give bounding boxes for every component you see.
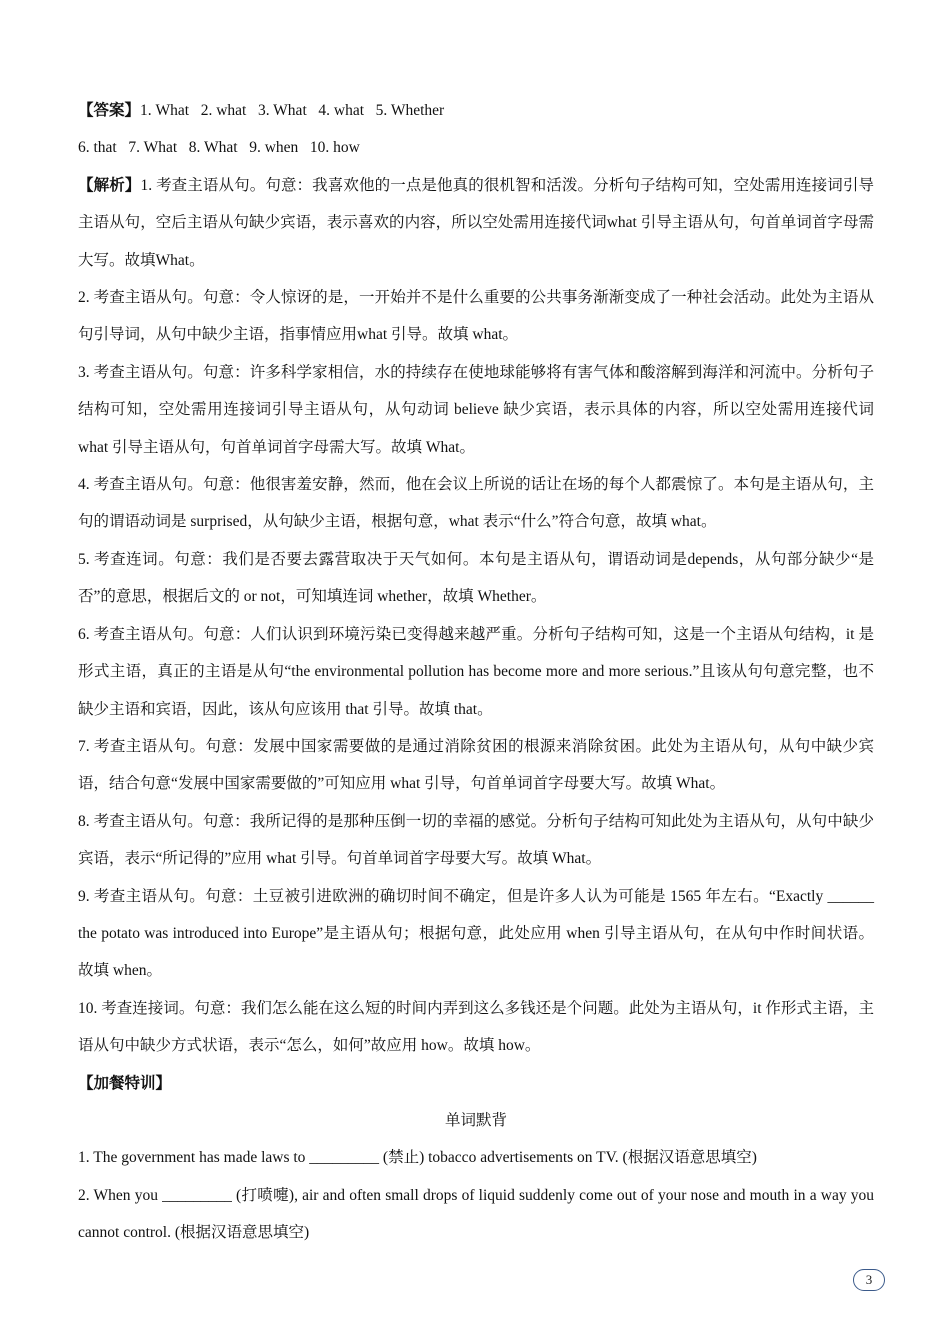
analysis-text-1: 1. 考查主语从句。句意：我喜欢他的一点是他真的很机智和活泼。分析句子结构可知，空处需用连接词引导主语从句，空后主语从句缺少宾语，表示喜欢的内容，所以空处需用连接代词what 引导主语从句，句首单词首字母需大写。故填What。 xyxy=(78,176,874,269)
analysis-item-10: 10. 考查连接词。句意：我们怎么能在这么短的时间内弄到这么多钱还是个问题。此处为主语从句，it 作形式主语，主语从句中缺少方式状语，表示“怎么，如何”故应用 how。故填 how。 xyxy=(78,999,874,1055)
extra-item-1: 1. The government has made laws to _________ (禁止) tobacco advertisements on TV. (根据汉语意思填空) xyxy=(78,1149,757,1167)
analysis-item-9: 9. 考查主语从句。句意：土豆被引进欧洲的确切时间不确定，但是许多人认为可能是 1565 年左右。“Exactly ______ the potato was introduced into Europe”是主语从句；根据句意，此处应用 when 引导主语从句，在从句中作时间状语。故填 when。 xyxy=(78,887,874,980)
analysis-item-7: 7. 考查主语从句。句意：发展中国家需要做的是通过消除贫困的根源来消除贫困。此处为主语从句，从句中缺少宾语，结合句意“发展中国家需要做的”可知应用 what 引导，句首单词首字母要大写。故填 What。 xyxy=(78,737,874,793)
page-number-badge: 3 xyxy=(853,1269,885,1291)
answer-line-1 xyxy=(78,92,874,129)
extra-subtitle: 单词默背 xyxy=(444,1111,507,1129)
extra-section-heading: 【加餐特训】 xyxy=(78,1074,172,1092)
analysis-item-1 xyxy=(78,167,874,279)
document-body xyxy=(78,92,874,1252)
analysis-item-2: 2. 考查主语从句。句意：令人惊讶的是，一开始并不是什么重要的公共事务渐渐变成了一种社会活动。此处为主语从句引导词，从句中缺少主语，指事情应用what 引导。故填 what。 xyxy=(78,289,874,344)
analysis-item-4: 4. 考查主语从句。句意：他很害羞安静，然而，他在会议上所说的话让在场的每个人都震惊了。本句是主语从句，主句的谓语动词是 surprised，从句缺少主语，根据句意，what 表示“什么”符合句意，故填 what。 xyxy=(78,476,874,531)
analysis-item-3: 3. 考查主语从句。句意：许多科学家相信，水的持续存在使地球能够将有害气体和酸溶解到海洋和河流中。分析句子结构可知，空处需用连接词引导主语从句，从句动词 believe 缺少宾语，表示具体的内容，所以空处需用连接代词 what 引导主语从句，句首单词首字母需大写。故填 What。 xyxy=(78,363,874,456)
extra-item-2: 2. When you _________ (打喷嚏), air and often small drops of liquid suddenly come out of your nose and mouth in a way you cannot control. (根据汉语意思填空) xyxy=(78,1186,874,1242)
analysis-item-5: 5. 考查连词。句意：我们是否要去露营取决于天气如何。本句是主语从句，谓语动词是depends，从句部分缺少“是否”的意思，根据后文的 or not，可知填连词 whether，故填 Whether。 xyxy=(78,550,874,606)
analysis-label: 【解析】 xyxy=(78,176,141,194)
answer-label: 【答案】 xyxy=(78,102,141,119)
answer-line-2: 6. that 7. What 8. What 9. when 10. how xyxy=(78,139,360,157)
analysis-item-6: 6. 考查主语从句。句意：人们认识到环境污染已变得越来越严重。分析句子结构可知，这是一个主语从句结构，it 是形式主语，真正的主语是从句“the environmental pollution has become more and more serious.”且该从句句意完整，也不缺少主语和宾语，因此，该从句应该用 that 引导。故填 that。 xyxy=(78,625,874,718)
answer-text-1: 1. What 2. what 3. What 4. what 5. Whether xyxy=(140,102,445,119)
analysis-item-8: 8. 考查主语从句。句意：我所记得的是那种压倒一切的幸福的感觉。分析句子结构可知此处为主语从句，从句中缺少宾语，表示“所记得的”应用 what 引导。句首单词首字母要大写。故填 What。 xyxy=(78,812,874,868)
